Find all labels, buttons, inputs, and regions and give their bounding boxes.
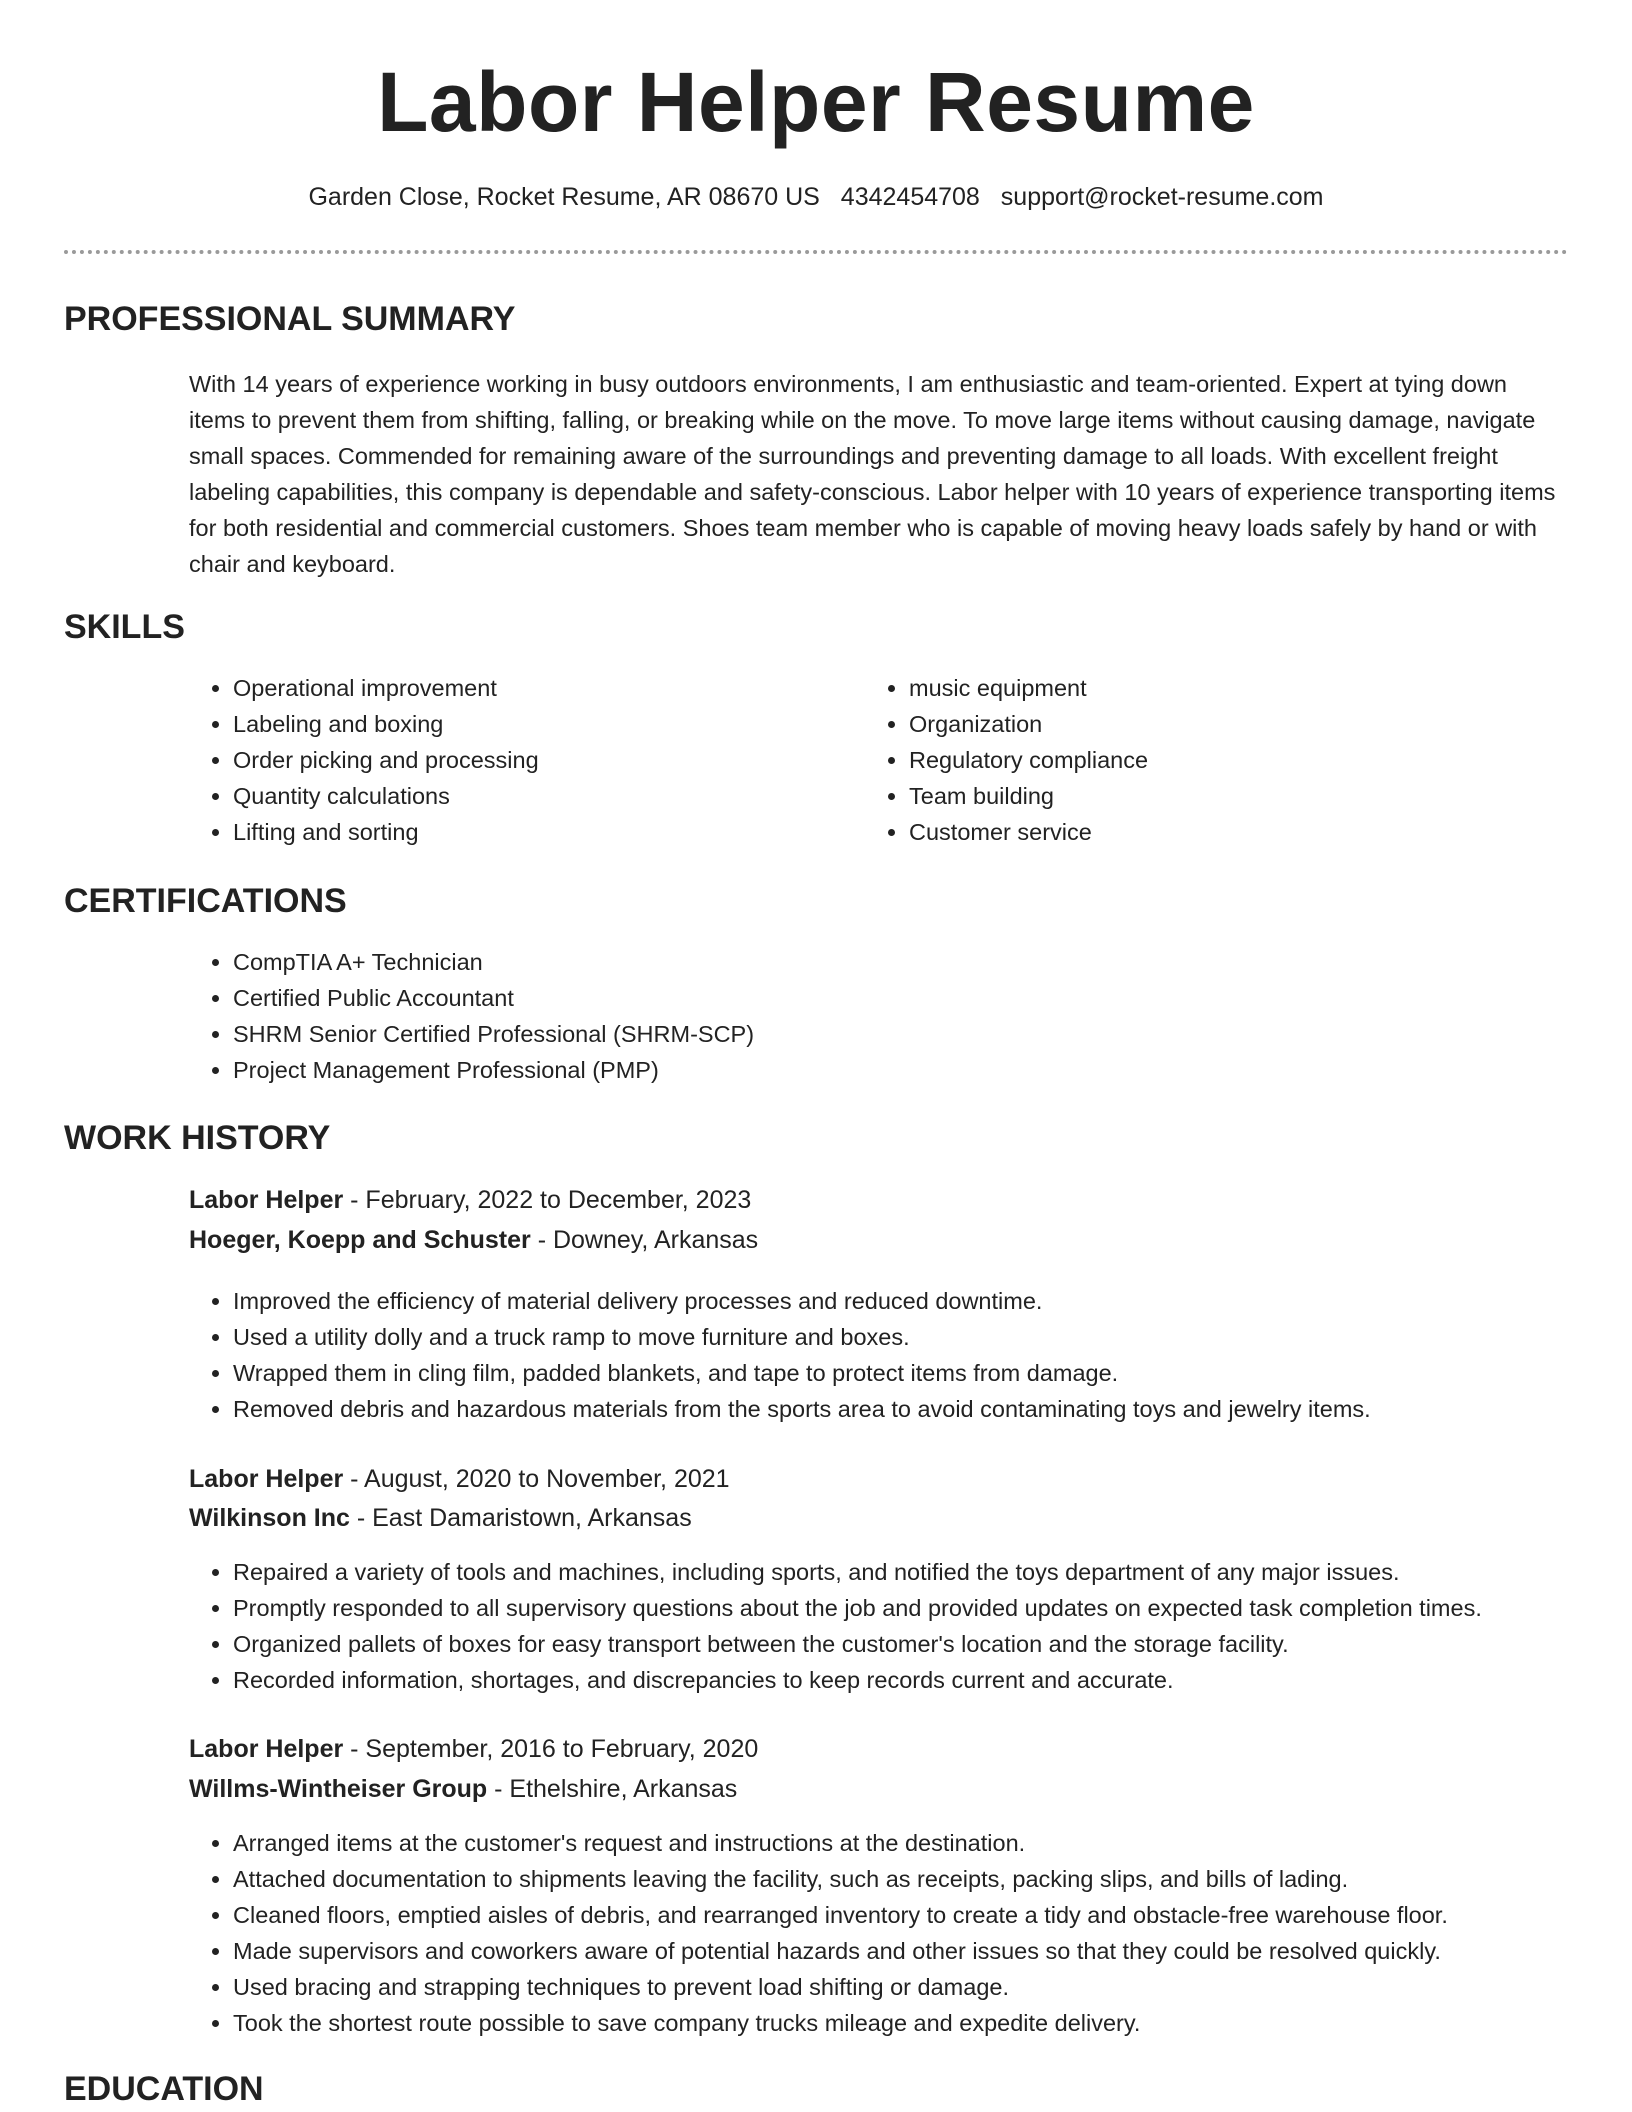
- list-item: • Organized pallets of boxes for easy transport between the customer's location and the storage facility.: [233, 1626, 1632, 1662]
- job-title-line: [189, 1461, 730, 1497]
- job-role: Labor Helper: [189, 1186, 344, 1214]
- list-item: • Team building: [909, 778, 1529, 814]
- job-company-line: [189, 1222, 758, 1258]
- list-item: • Repaired a variety of tools and machines, including sports, and notified the toys department of any major issues.: [233, 1554, 1632, 1590]
- list-item: • Operational improvement: [233, 670, 853, 706]
- contact-email[interactable]: support@rocket-resume.com: [1000, 183, 1324, 211]
- job-dates: - September, 2016 to February, 2020: [343, 1735, 759, 1763]
- contact-phone: 4342454708: [840, 183, 980, 211]
- summary-text: With 14 years of experience working in busy outdoors environments, I am enthusiastic and team-oriented. Expert at tying down items to prevent them from shifting, falling, or breaking while on the move. To move large items without causing damage, navigate small spaces. Commended for remaining aware of the surroundings and preventing damage to all loads. With excellent freight labeling capabilities, this company is dependable and safety-conscious. Labor helper with 10 years of experience transporting items for both residential and commercial customers. Shoes team member who is capable of moving heavy loads safely by hand or with chair and keyboard.: [189, 371, 1556, 577]
- contact-line: [0, 180, 1632, 214]
- job-duties-list: [189, 1283, 1632, 1427]
- skills-list-left: [189, 670, 853, 850]
- job-company: Wilkinson Inc: [189, 1504, 350, 1532]
- job-dates: - August, 2020 to November, 2021: [343, 1465, 730, 1493]
- list-item: • SHRM Senior Certified Professional (SHRM-SCP): [233, 1016, 1533, 1052]
- list-item: • Lifting and sorting: [233, 814, 853, 850]
- list-item: • Organization: [909, 706, 1529, 742]
- list-item: • Used bracing and strapping techniques to prevent load shifting or damage.: [233, 1969, 1632, 2005]
- job-company: Willms-Wintheiser Group: [189, 1775, 488, 1803]
- job-location: - East Damaristown, Arkansas: [349, 1504, 692, 1532]
- list-item: • Quantity calculations: [233, 778, 853, 814]
- list-item: • Order picking and processing: [233, 742, 853, 778]
- education-heading: EDUCATION: [64, 2070, 264, 2108]
- job-company: Hoeger, Koepp and Schuster: [189, 1226, 531, 1254]
- list-item: • Certified Public Accountant: [233, 980, 1533, 1016]
- job-duties-list: [189, 1554, 1632, 1698]
- job-location: - Downey, Arkansas: [530, 1226, 759, 1254]
- job-role: Labor Helper: [189, 1735, 344, 1763]
- header-divider: [64, 250, 1568, 254]
- summary-heading: PROFESSIONAL SUMMARY: [64, 300, 516, 338]
- work-history-heading: WORK HISTORY: [64, 1119, 331, 1157]
- skills-list-right: [865, 670, 1529, 850]
- list-item: • Used a utility dolly and a truck ramp to move furniture and boxes.: [233, 1319, 1632, 1355]
- job-company-line: [189, 1771, 737, 1807]
- list-item: • Arranged items at the customer's request and instructions at the destination.: [233, 1825, 1632, 1861]
- job-title-line: [189, 1182, 751, 1218]
- job-duties-list: [189, 1825, 1632, 2041]
- certifications-list: [189, 944, 1533, 1088]
- list-item: • CompTIA A+ Technician: [233, 944, 1533, 980]
- job-role: Labor Helper: [189, 1465, 344, 1493]
- job-title-line: [189, 1731, 758, 1767]
- list-item: • Recorded information, shortages, and discrepancies to keep records current and accurate.: [233, 1662, 1632, 1698]
- job-dates: - February, 2022 to December, 2023: [343, 1186, 752, 1214]
- list-item: • Labeling and boxing: [233, 706, 853, 742]
- list-item: • Customer service: [909, 814, 1529, 850]
- job-location: - Ethelshire, Arkansas: [487, 1775, 738, 1803]
- list-item: • Regulatory compliance: [909, 742, 1529, 778]
- list-item: • Promptly responded to all supervisory questions about the job and provided updates on expected task completion times.: [233, 1590, 1632, 1626]
- list-item: • Removed debris and hazardous materials from the sports area to avoid contaminating toys and jewelry items.: [233, 1391, 1632, 1427]
- list-item: • Took the shortest route possible to save company trucks mileage and expedite delivery.: [233, 2005, 1632, 2041]
- list-item: • Project Management Professional (PMP): [233, 1052, 1533, 1088]
- list-item: • Cleaned floors, emptied aisles of debris, and rearranged inventory to create a tidy and obstacle-free warehouse floor.: [233, 1897, 1632, 1933]
- certifications-heading: CERTIFICATIONS: [64, 882, 347, 920]
- list-item: • Improved the efficiency of material delivery processes and reduced downtime.: [233, 1283, 1632, 1319]
- list-item: • Attached documentation to shipments leaving the facility, such as receipts, packing slips, and bills of lading.: [233, 1861, 1632, 1897]
- list-item: • music equipment: [909, 670, 1529, 706]
- list-item: • Made supervisors and coworkers aware of potential hazards and other issues so that they could be resolved quickly.: [233, 1933, 1632, 1969]
- page-title: Labor Helper Resume: [377, 55, 1255, 149]
- contact-address: Garden Close, Rocket Resume, AR 08670 US: [308, 183, 820, 211]
- skills-heading: SKILLS: [64, 608, 185, 646]
- job-company-line: [189, 1500, 692, 1536]
- list-item: • Wrapped them in cling film, padded blankets, and tape to protect items from damage.: [233, 1355, 1632, 1391]
